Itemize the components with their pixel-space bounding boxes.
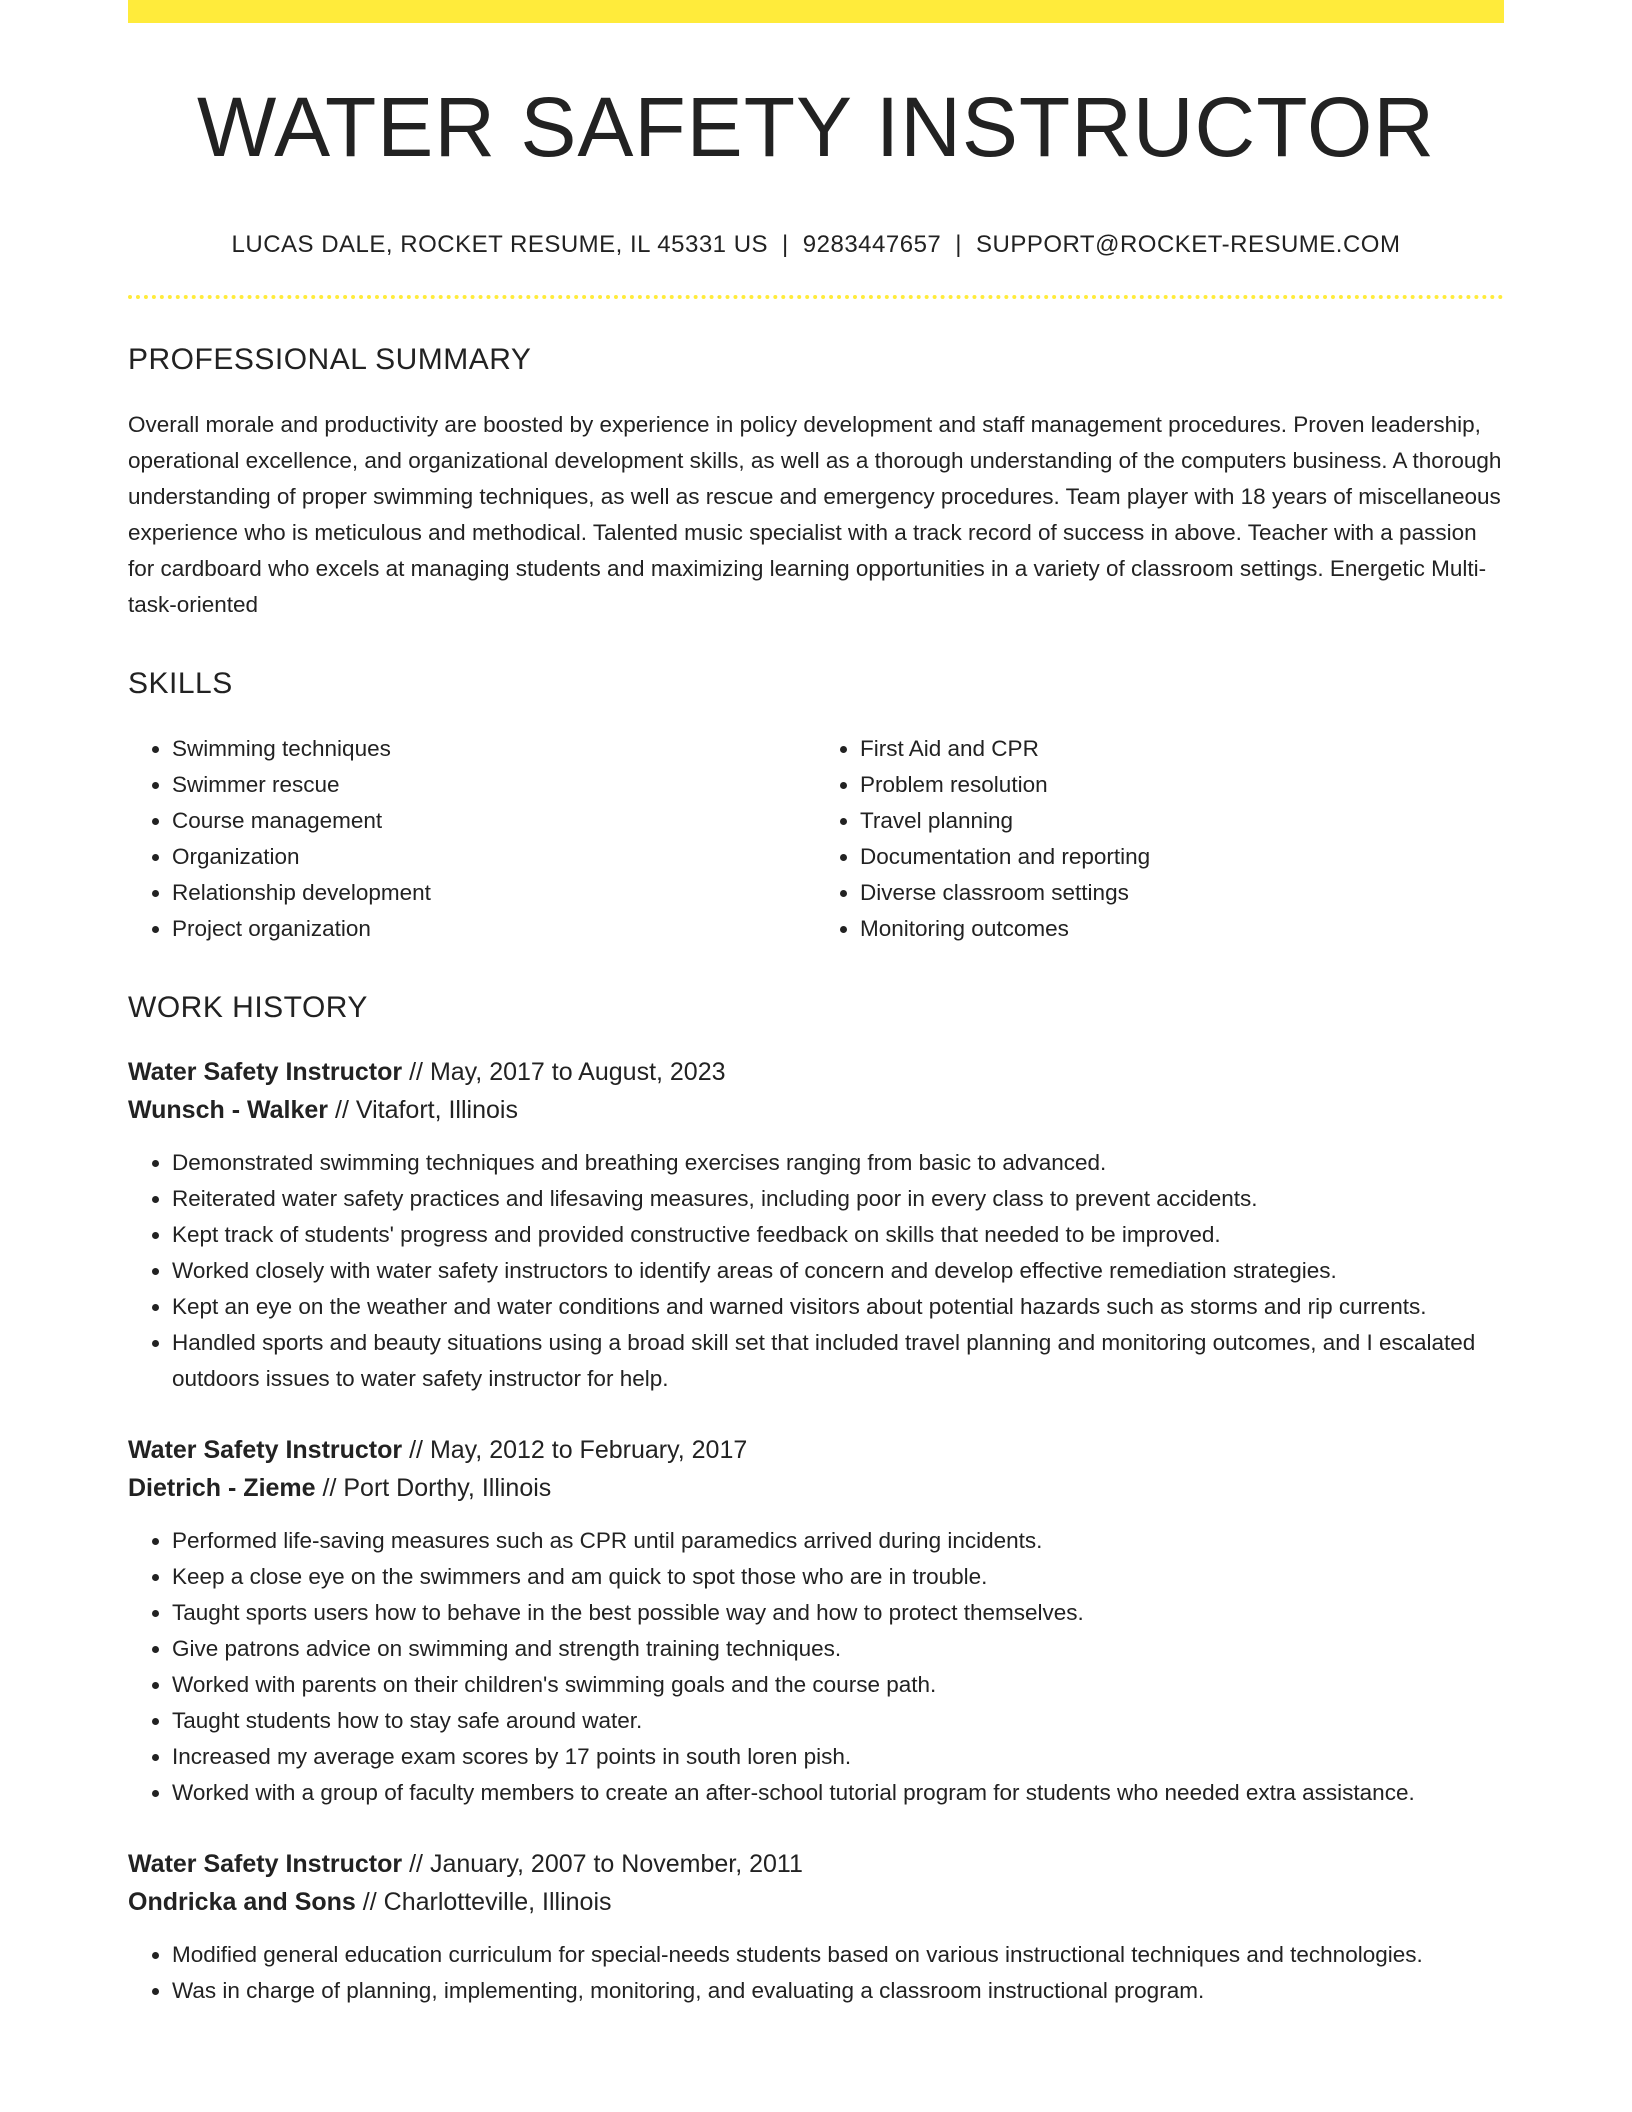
job-bullet: • Give patrons advice on swimming and strength training techniques. bbox=[172, 1631, 1504, 1667]
skills-list bbox=[128, 731, 1504, 947]
job-bullet: • Performed life-saving measures such as CPR until paramedics arrived during incidents. bbox=[172, 1523, 1504, 1559]
job-company: Wunsch - Walker bbox=[128, 1096, 329, 1125]
skill-item: • Travel planning bbox=[860, 803, 1504, 839]
job-bullets bbox=[128, 1937, 1504, 2009]
contact-separator: | bbox=[955, 231, 962, 259]
job-separator: // bbox=[402, 1436, 430, 1465]
job-bullet: • Increased my average exam scores by 17 points in south loren pish. bbox=[172, 1739, 1504, 1775]
job-title-line bbox=[128, 1053, 1504, 1091]
job-bullet: • Kept an eye on the weather and water conditions and warned visitors about potential hazards such as storms and rip currents. bbox=[172, 1289, 1504, 1325]
job-company-line bbox=[128, 1091, 1504, 1129]
skill-item: • Swimmer rescue bbox=[172, 767, 816, 803]
job-bullet: • Handled sports and beauty situations using a broad skill set that included travel planning and monitoring outcomes, and I escalated outdoors issues to water safety instructor for help. bbox=[172, 1325, 1504, 1397]
job-dates: January, 2007 to November, 2011 bbox=[429, 1850, 803, 1879]
job-bullets bbox=[128, 1145, 1504, 1397]
contact-phone: 9283447657 bbox=[802, 231, 942, 259]
summary-text: Overall morale and productivity are boosted by experience in policy development and staff management procedures. Proven leadership, operational excellence, and organizational development skills, as well as a thorough understanding of the computers business. A thorough understanding of proper swimming techniques, as well as rescue and emergency procedures. Team player with 18 years of miscellaneous experience who is meticulous and methodical. Talented music specialist with a track record of success in above. Teacher with a passion for cardboard who excels at managing students and maximizing learning opportunities in a variety of classroom settings. Energetic Multi-task-oriented bbox=[128, 412, 1502, 618]
job-title: Water Safety Instructor bbox=[128, 1058, 403, 1087]
job-bullet: • Was in charge of planning, implementing, monitoring, and evaluating a classroom instructional program. bbox=[172, 1973, 1504, 2009]
job-location: Vitafort, Illinois bbox=[355, 1096, 518, 1125]
contact-address: LUCAS DALE, ROCKET RESUME, IL 45331 US bbox=[231, 231, 769, 259]
job-title: Water Safety Instructor bbox=[128, 1436, 403, 1465]
job-company: Dietrich - Zieme bbox=[128, 1474, 316, 1503]
accent-bar bbox=[128, 0, 1504, 23]
job-bullet: • Worked with parents on their children's swimming goals and the course path. bbox=[172, 1667, 1504, 1703]
job-separator: // bbox=[355, 1888, 384, 1917]
job-separator: // bbox=[315, 1474, 344, 1503]
skill-item: • Relationship development bbox=[172, 875, 816, 911]
job-entry bbox=[128, 1053, 1504, 1397]
job-bullet: • Reiterated water safety practices and lifesaving measures, including poor in every class to prevent accidents. bbox=[172, 1181, 1504, 1217]
job-bullet: • Taught sports users how to behave in the best possible way and how to protect themselves. bbox=[172, 1595, 1504, 1631]
job-separator: // bbox=[328, 1096, 356, 1125]
job-entry bbox=[128, 1431, 1504, 1811]
job-company-line bbox=[128, 1469, 1504, 1507]
skill-item: • Problem resolution bbox=[860, 767, 1504, 803]
summary-heading: PROFESSIONAL SUMMARY bbox=[128, 343, 532, 377]
job-bullet: • Kept track of students' progress and provided constructive feedback on skills that needed to be improved. bbox=[172, 1217, 1504, 1253]
job-company: Ondricka and Sons bbox=[128, 1888, 356, 1917]
contact-email: SUPPORT@ROCKET-RESUME.COM bbox=[976, 231, 1401, 259]
job-title-line bbox=[128, 1431, 1504, 1469]
dotted-divider bbox=[128, 295, 1504, 299]
skill-item: • Diverse classroom settings bbox=[860, 875, 1504, 911]
job-bullet: • Keep a close eye on the swimmers and am quick to spot those who are in trouble. bbox=[172, 1559, 1504, 1595]
work-history-heading: WORK HISTORY bbox=[128, 991, 368, 1025]
skill-item: • Course management bbox=[172, 803, 816, 839]
skill-item: • Monitoring outcomes bbox=[860, 911, 1504, 947]
skill-item: • Project organization bbox=[172, 911, 816, 947]
skills-heading: SKILLS bbox=[128, 667, 233, 701]
job-title-line bbox=[128, 1845, 1504, 1883]
job-bullet: • Taught students how to stay safe around water. bbox=[172, 1703, 1504, 1739]
skill-item: • Organization bbox=[172, 839, 816, 875]
contact-separator: | bbox=[782, 231, 789, 259]
job-separator: // bbox=[402, 1058, 430, 1087]
page-title: WATER SAFETY INSTRUCTOR bbox=[197, 80, 1435, 174]
job-bullet: • Modified general education curriculum for special-needs students based on various instructional techniques and technologies. bbox=[172, 1937, 1504, 1973]
job-bullets bbox=[128, 1523, 1504, 1811]
skills-column-left bbox=[128, 731, 816, 947]
job-dates: May, 2017 to August, 2023 bbox=[429, 1058, 726, 1087]
job-bullet: • Demonstrated swimming techniques and breathing exercises ranging from basic to advanced. bbox=[172, 1145, 1504, 1181]
job-separator: // bbox=[402, 1850, 430, 1879]
skill-item: • Documentation and reporting bbox=[860, 839, 1504, 875]
job-bullet: • Worked closely with water safety instructors to identify areas of concern and develop effective remediation strategies. bbox=[172, 1253, 1504, 1289]
skill-item: • First Aid and CPR bbox=[860, 731, 1504, 767]
job-company-line bbox=[128, 1883, 1504, 1921]
resume-page bbox=[128, 0, 1504, 2009]
skills-column-right bbox=[816, 731, 1504, 947]
job-entry bbox=[128, 1845, 1504, 2009]
job-location: Charlotteville, Illinois bbox=[383, 1888, 612, 1917]
job-dates: May, 2012 to February, 2017 bbox=[429, 1436, 748, 1465]
job-title: Water Safety Instructor bbox=[128, 1850, 403, 1879]
skill-item: • Swimming techniques bbox=[172, 731, 816, 767]
job-location: Port Dorthy, Illinois bbox=[343, 1474, 552, 1503]
contact-line bbox=[128, 231, 1504, 259]
job-bullet: • Worked with a group of faculty members to create an after-school tutorial program for students who needed extra assistance. bbox=[172, 1775, 1504, 1811]
